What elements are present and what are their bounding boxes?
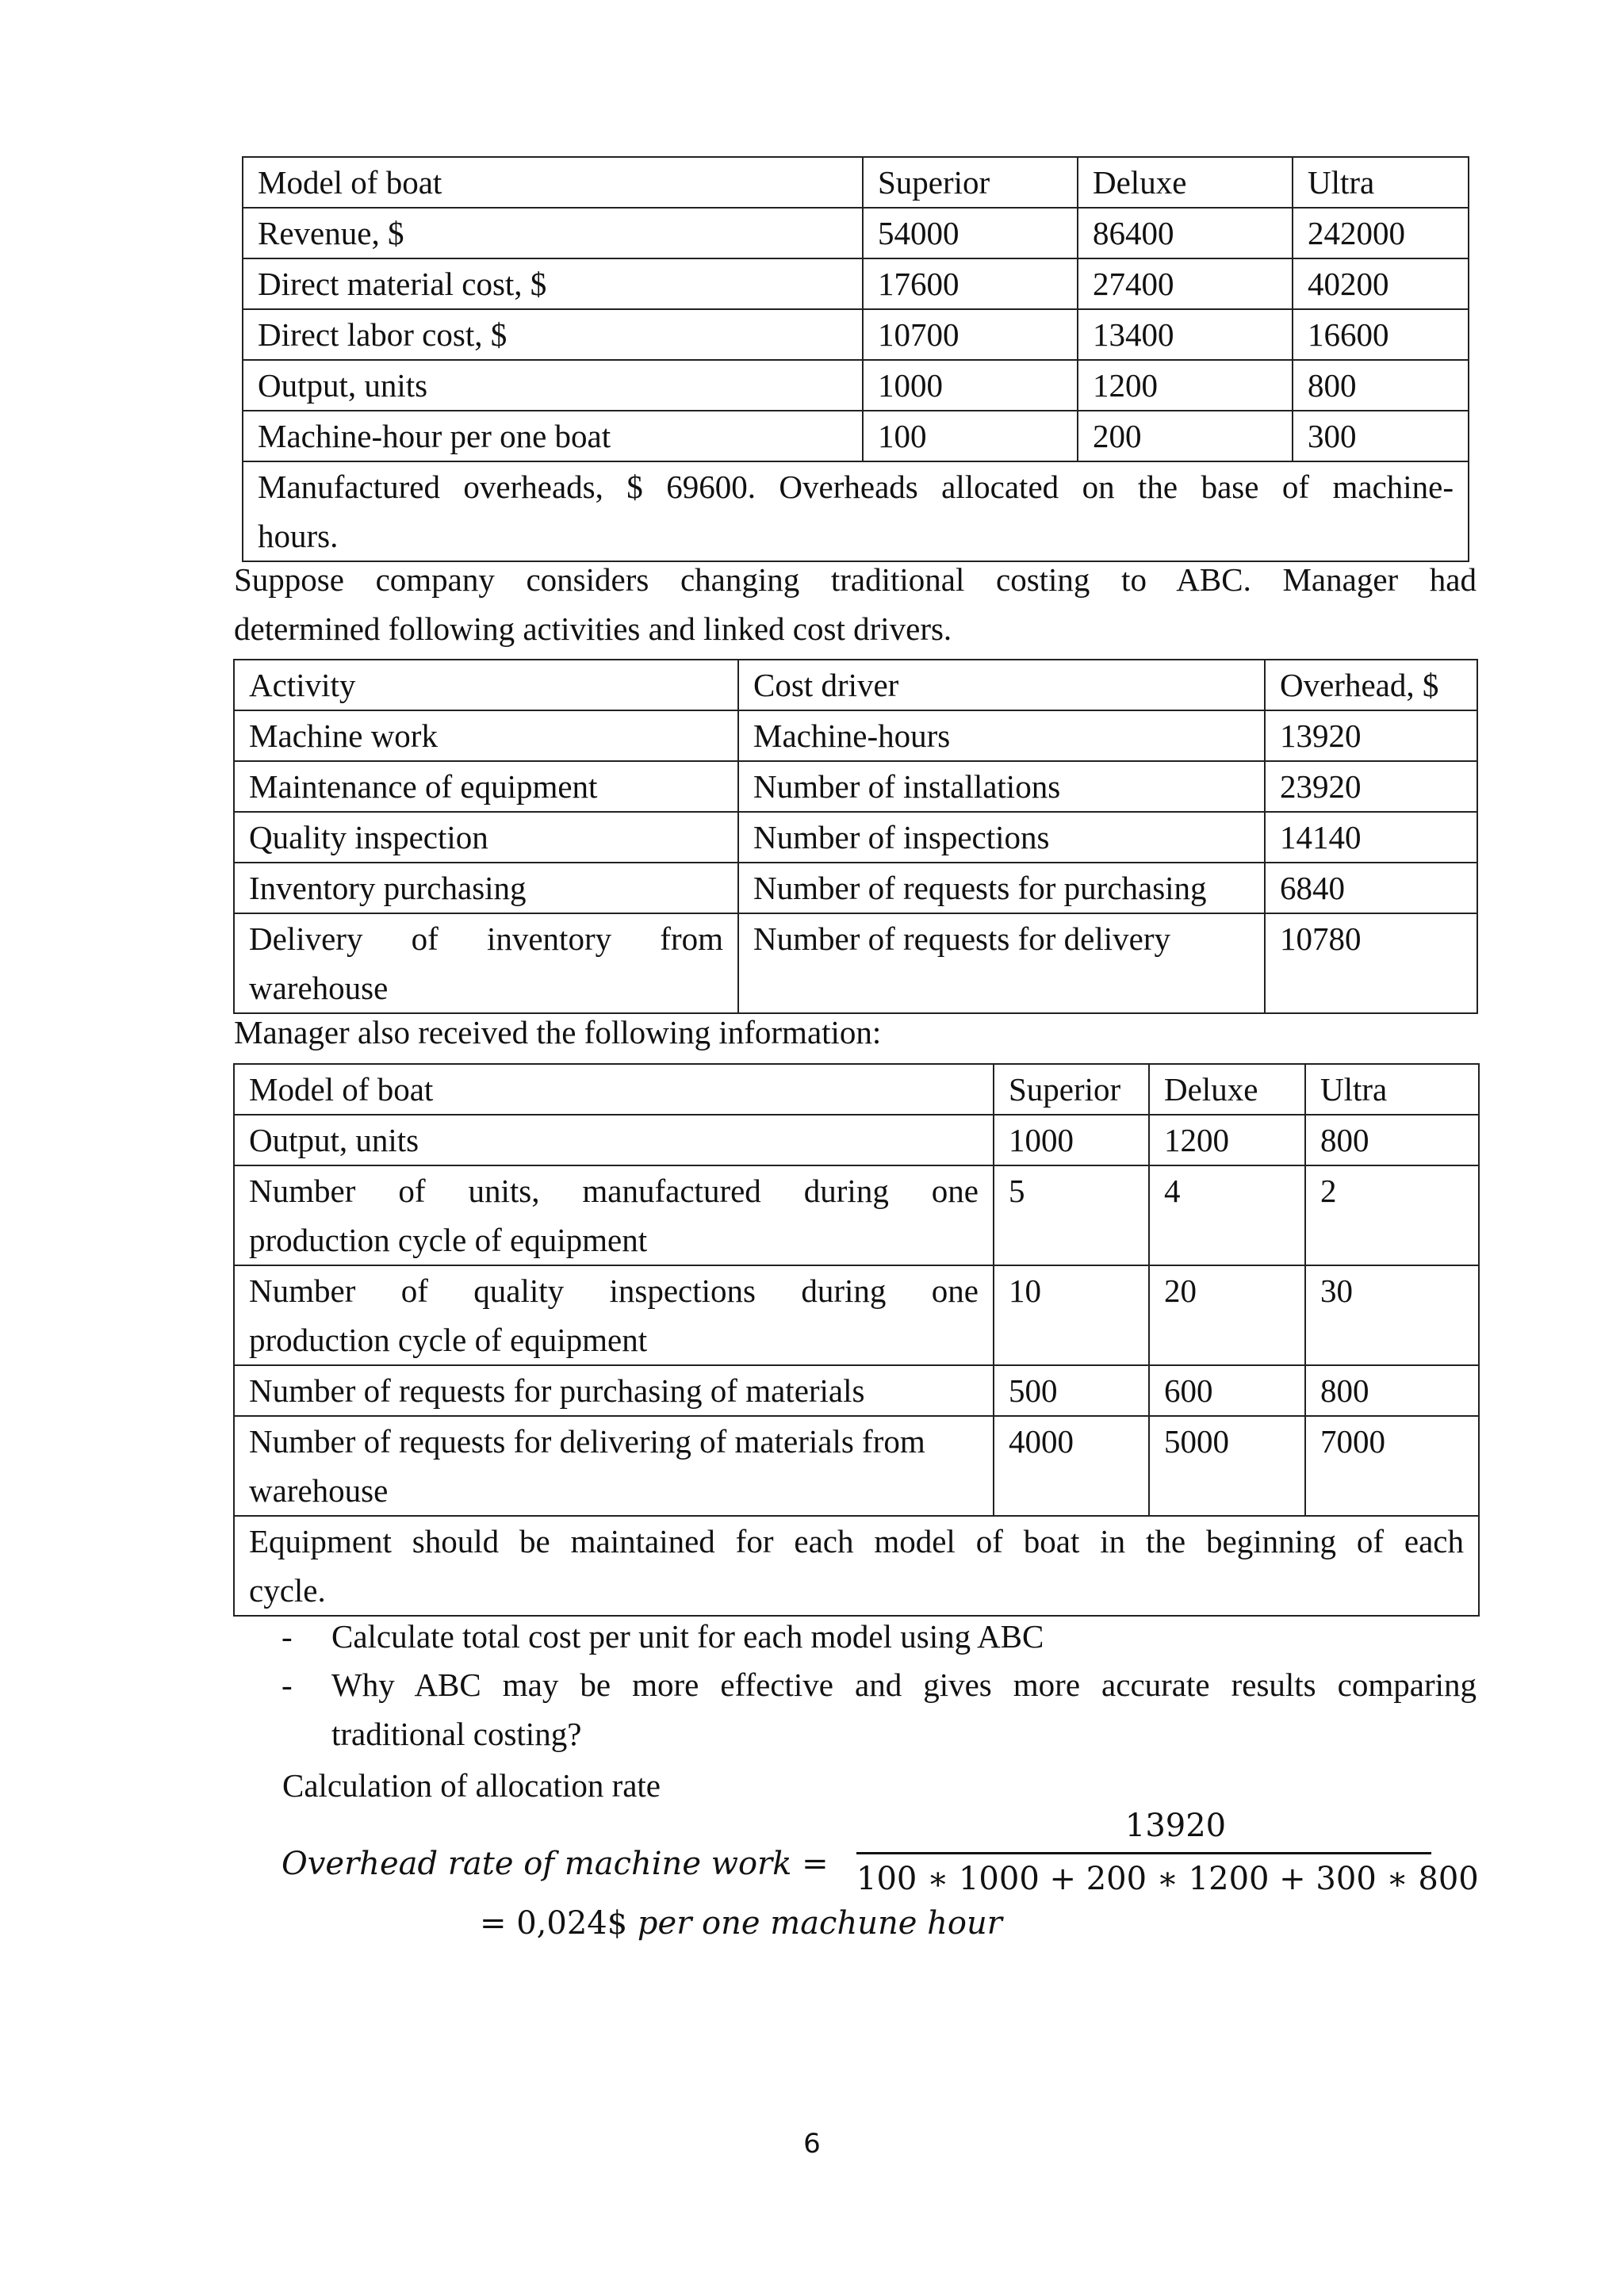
table-cell: 54000 xyxy=(863,208,1078,258)
table-note-row xyxy=(234,1516,1479,1616)
table-cell xyxy=(234,913,738,1013)
table-cell: Direct material cost, $ xyxy=(243,258,863,309)
formula-result-unit: per one machune hour xyxy=(637,1905,1002,1942)
table-cell: Revenue, $ xyxy=(243,208,863,258)
bullet-dash: - xyxy=(282,1667,293,1703)
table-cell: 16600 xyxy=(1293,309,1469,360)
table-cell: 500 xyxy=(994,1365,1149,1416)
cell-line: warehouse xyxy=(249,1472,389,1509)
table-cell xyxy=(234,1165,994,1265)
cell-line: Delivery of inventory from xyxy=(249,920,723,957)
table-note-line: Manufactured overheads, $ 69600. Overheads allocated on the base of machine- xyxy=(258,469,1454,505)
table-cell: 20 xyxy=(1149,1265,1305,1365)
table-cell: 4 xyxy=(1149,1165,1305,1265)
table-cell: Inventory purchasing xyxy=(234,863,738,913)
table-header-cell: Deluxe xyxy=(1078,157,1293,208)
table-cell: Number of requests for delivery xyxy=(738,913,1265,1013)
table-row xyxy=(234,1064,1479,1115)
table-cell: Number of requests for purchasing of materials xyxy=(234,1365,994,1416)
table-cell: 10780 xyxy=(1265,913,1477,1013)
formula-result-value: = 0,024$ xyxy=(480,1905,628,1942)
table-cell: 10700 xyxy=(863,309,1078,360)
cell-line: production cycle of equipment xyxy=(249,1222,648,1258)
table-cell: 1000 xyxy=(994,1115,1149,1165)
table-cell: Machine-hour per one boat xyxy=(243,411,863,461)
cell-line: Number of units, manufactured during one xyxy=(249,1173,979,1209)
table-row xyxy=(234,863,1477,913)
table-cell: 800 xyxy=(1293,360,1469,411)
table-cell: 13920 xyxy=(1265,710,1477,761)
bullet-line: Why ABC may be more effective and gives more accurate results comparing xyxy=(331,1667,1477,1703)
table-cell: 5 xyxy=(994,1165,1149,1265)
table-header-cell: Ultra xyxy=(1293,157,1469,208)
cell-line: Number of quality inspections during one xyxy=(249,1272,979,1309)
table-header-cell: Ultra xyxy=(1305,1064,1479,1115)
cell-line: production cycle of equipment xyxy=(249,1322,648,1358)
table-header-cell: Model of boat xyxy=(243,157,863,208)
table-cell: 10 xyxy=(994,1265,1149,1365)
bullet-item xyxy=(331,1660,1477,1758)
table-row xyxy=(243,309,1469,360)
paragraph-line: Suppose company considers changing traditional costing to ABC. Manager had xyxy=(234,561,1477,598)
table-row xyxy=(243,360,1469,411)
table-cell: 6840 xyxy=(1265,863,1477,913)
bullet-item: Calculate total cost per unit for each model using ABC xyxy=(331,1618,1044,1655)
table-header-cell: Superior xyxy=(994,1064,1149,1115)
cell-line: warehouse xyxy=(249,970,389,1006)
table-cell xyxy=(234,1265,994,1365)
table-cell: Machine-hours xyxy=(738,710,1265,761)
paragraph-line: determined following activities and linked cost drivers. xyxy=(234,610,952,647)
formula-result xyxy=(480,1900,1002,1947)
table-row xyxy=(234,812,1477,863)
table-note-row xyxy=(243,461,1469,561)
table-cell: 1000 xyxy=(863,360,1078,411)
table-cell: Output, units xyxy=(234,1115,994,1165)
table-note-cell xyxy=(234,1516,1479,1616)
table-cell: 300 xyxy=(1293,411,1469,461)
bullet-line: traditional costing? xyxy=(331,1716,582,1752)
table-cell: 1200 xyxy=(1149,1115,1305,1165)
table-cell: 1200 xyxy=(1078,360,1293,411)
table-cell: Maintenance of equipment xyxy=(234,761,738,812)
cell-line: Number of requests for delivering of materials from xyxy=(249,1423,925,1460)
table-cell: 13400 xyxy=(1078,309,1293,360)
table-cell: 100 xyxy=(863,411,1078,461)
page-number: 6 xyxy=(803,2128,821,2160)
table-cell: Number of installations xyxy=(738,761,1265,812)
table-header-cell: Cost driver xyxy=(738,660,1265,710)
table-cell: 2 xyxy=(1305,1165,1479,1265)
formula-denominator: 100 ∗ 1000 + 200 ∗ 1200 + 300 ∗ 800 xyxy=(856,1861,1479,1897)
table-cell: 200 xyxy=(1078,411,1293,461)
table-row xyxy=(234,1115,1479,1165)
table-cell: 40200 xyxy=(1293,258,1469,309)
table-cell: 4000 xyxy=(994,1416,1149,1516)
formula-lhs: Overhead rate of machine work = xyxy=(282,1846,829,1882)
bullet-dash: - xyxy=(282,1618,293,1655)
table-cell xyxy=(234,1416,994,1516)
table-cell: Machine work xyxy=(234,710,738,761)
info-paragraph: Manager also received the following information: xyxy=(234,1014,882,1050)
table-row xyxy=(234,710,1477,761)
table-header-cell: Activity xyxy=(234,660,738,710)
table-header-cell: Superior xyxy=(863,157,1078,208)
table-cell: Direct labor cost, $ xyxy=(243,309,863,360)
table-cell: 86400 xyxy=(1078,208,1293,258)
table-cell: 7000 xyxy=(1305,1416,1479,1516)
table-row xyxy=(234,1265,1479,1365)
table-cell: 30 xyxy=(1305,1265,1479,1365)
table-row xyxy=(243,157,1469,208)
table-note-line: cycle. xyxy=(249,1572,326,1609)
boat-drivers-table xyxy=(233,1063,1480,1617)
table-row xyxy=(243,258,1469,309)
table-cell: Number of inspections xyxy=(738,812,1265,863)
formula-numerator: 13920 xyxy=(1124,1808,1227,1844)
table-note-line: hours. xyxy=(258,518,339,554)
table-header-cell: Deluxe xyxy=(1149,1064,1305,1115)
table-cell: 14140 xyxy=(1265,812,1477,863)
table-cell: Output, units xyxy=(243,360,863,411)
fraction-bar xyxy=(856,1852,1431,1854)
table-row xyxy=(234,660,1477,710)
table-row xyxy=(234,1416,1479,1516)
table-row xyxy=(243,411,1469,461)
table-cell: 23920 xyxy=(1265,761,1477,812)
table-row xyxy=(234,1165,1479,1265)
table-cell: 600 xyxy=(1149,1365,1305,1416)
table-note-cell xyxy=(243,461,1469,561)
table-header-cell: Overhead, $ xyxy=(1265,660,1477,710)
table-row xyxy=(234,761,1477,812)
table-row xyxy=(234,913,1477,1013)
table-cell: 800 xyxy=(1305,1115,1479,1165)
table-cell: 5000 xyxy=(1149,1416,1305,1516)
table-cell: Number of requests for purchasing xyxy=(738,863,1265,913)
table-row xyxy=(243,208,1469,258)
table-header-cell: Model of boat xyxy=(234,1064,994,1115)
table-cell: 17600 xyxy=(863,258,1078,309)
table-cell: 800 xyxy=(1305,1365,1479,1416)
table-note-line: Equipment should be maintained for each model of boat in the beginning of each xyxy=(249,1523,1464,1559)
table-cell: Quality inspection xyxy=(234,812,738,863)
activities-table xyxy=(233,659,1478,1014)
table-row xyxy=(234,1365,1479,1416)
intro-paragraph xyxy=(234,555,1477,653)
calc-heading: Calculation of allocation rate xyxy=(282,1767,661,1804)
table-cell: 242000 xyxy=(1293,208,1469,258)
boat-costs-table xyxy=(242,156,1469,562)
table-cell: 27400 xyxy=(1078,258,1293,309)
